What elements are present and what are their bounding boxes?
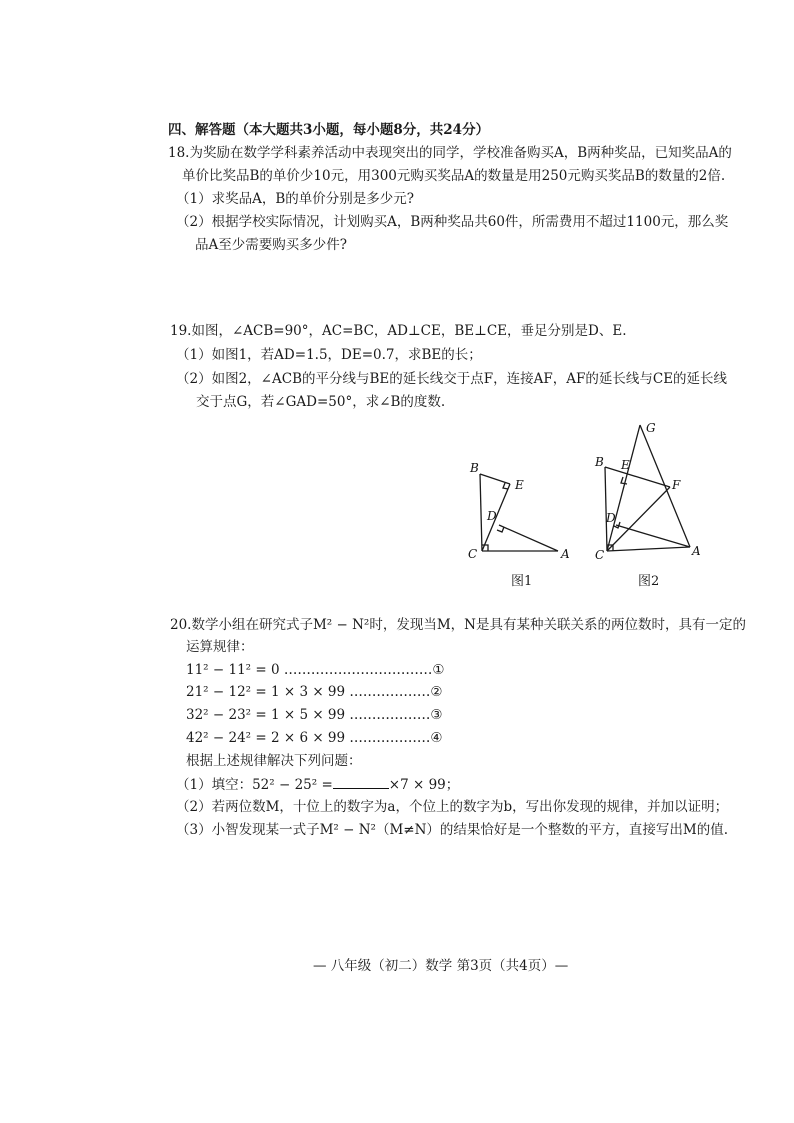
fig2-segment-CA [607,547,690,551]
fig2-label-F: F [672,478,681,492]
fig2-segment-BC [605,467,607,551]
q18-part1: （1）求奖品A，B的单价分别是多少元? [176,191,414,207]
fig1-segment-BE [480,474,510,484]
q18-part2-line1: （2）根据学校实际情况，计划购买A，B两种奖品共60件，所需费用不超过1100元，那么奖 [176,214,729,230]
q19-part1: （1）如图1，若AD=1.5，DE=0.7，求BE的长； [176,347,482,363]
q20-equation-1: 11² − 11² = 0 ……………………………① [186,662,445,678]
fig2-label-C: C [595,548,605,562]
fig1-caption: 图1 [511,574,533,589]
q18-line1: 18.为奖励在数学学科素养活动中表现突出的同学，学校准备购买A，B两种奖品，已知奖品A的 [168,145,732,161]
fig2-segment-CG [607,425,640,551]
fig1-label-E: E [515,478,524,492]
q20-line2: 运算规律： [186,639,254,655]
q20-part1-suffix: ×7 × 99； [388,777,460,793]
q19-part2-line2: 交于点G，若∠GAD=50°，求∠B的度数. [196,394,446,410]
page-footer: — 八年级（初二）数学 第3页（共4页）— [313,958,569,974]
fig2-label-G: G [646,421,656,435]
fig2-label-E: E [621,458,630,472]
fig2-label-A: A [692,544,701,558]
fig1-segment-AD [499,525,558,551]
fig2-segment-CF [607,487,670,551]
fig1-label-C: C [468,547,478,561]
fig2-segment-GA [640,425,690,547]
q19-part2-line1: （2）如图2，∠ACB的平分线与BE的延长线交于点F，连接AF，AF的延长线与CE的延长线 [176,371,728,387]
fig1-label-D: D [487,509,497,523]
q20-line1: 20.数学小组在研究式子M² − N²时，发现当M，N是具有某种关联关系的两位数时，具有一定的 [170,617,746,633]
q18-part2-line2: 品A至少需要购买多少件? [195,237,347,253]
fig1-label-B: B [470,461,479,475]
q20-part3: （3）小智发现某一式子M² − N²（M≠N）的结果恰好是一个整数的平方，直接写出M的值. [176,822,729,838]
q20-part1-prefix: （1）填空：52² − 25² = [176,777,333,793]
q18-line2: 单价比奖品B的单价少10元，用300元购买奖品A的数量是用250元购买奖品B的数量的2倍. [182,168,726,184]
fig2-segment-AD [616,525,690,547]
q20-equation-4: 42² − 24² = 2 × 6 × 99 ………………④ [186,730,443,746]
fig2-label-B: B [595,455,604,469]
q20-equation-3: 32² − 23² = 1 × 5 × 99 ………………③ [186,707,443,723]
fig1-label-A: A [561,547,570,561]
q20-part2: （2）若两位数M，十位上的数字为a，个位上的数字为b，写出你发现的规律，并加以证明； [176,799,729,815]
fig2-segment-BF [605,467,670,487]
fig1-right-angle-E [503,483,508,489]
fig2-label-D: D [606,511,616,525]
q20-part1 [176,775,459,794]
q20-part1-answer-blank[interactable] [333,775,389,789]
q20-intro: 根据上述规律解决下列问题： [186,753,362,769]
fig1-segment-BC [480,474,482,551]
fig2-caption: 图2 [638,574,660,589]
q20-equation-2: 21² − 12² = 1 × 3 × 99 ………………② [186,684,443,700]
q19-line1: 19.如图，∠ACB=90°，AC=BC，AD⊥CE，BE⊥CE，垂足分别是D、E. [170,323,627,339]
section-title: 四、解答题（本大题共3小题，每小题8分，共24分） [168,122,490,138]
fig1-right-angle-D [497,527,504,532]
